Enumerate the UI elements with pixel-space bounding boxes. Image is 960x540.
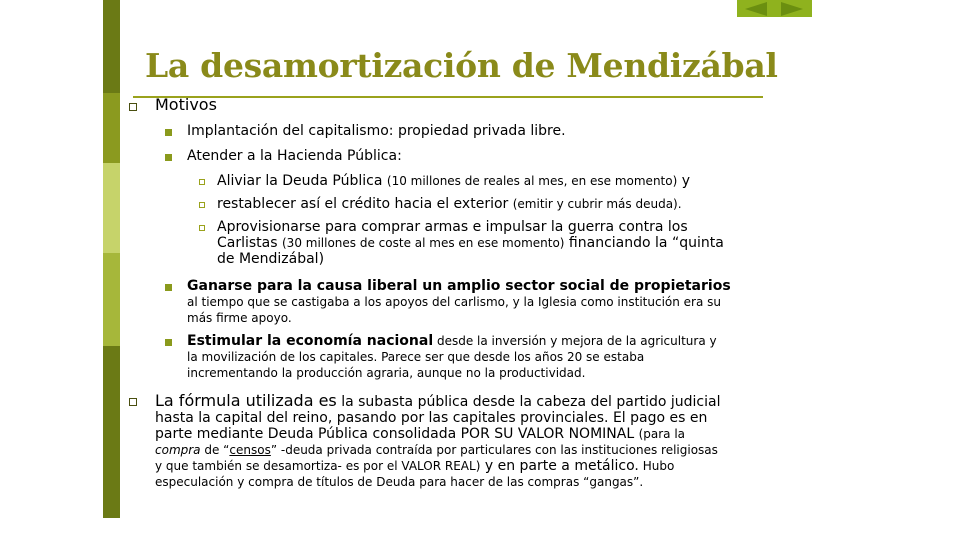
motivo-causa-liberal: Ganarse para la causa liberal un amplio sector social de propietarios al tiempo que se castigaba a los apoyos del carlismo, y la Iglesia como institución era su más firme apoyo. [187, 278, 731, 325]
bullet-square-icon [165, 284, 172, 291]
side-bar-segment [103, 0, 120, 93]
title-underline [133, 96, 763, 98]
bullet-square-icon [129, 398, 137, 406]
slide-title: La desamortización de Mendizábal [145, 46, 778, 85]
motivo-capitalismo: Implantación del capitalismo: propiedad privada libre. [187, 123, 566, 139]
motivo-economia: Estimular la economía nacional desde la inversión y mejora de la agricultura y la movilización de los capitales. Parece ser que desde los años 20 se estaba incrementando la producción agraria, aunque no la productividad. [187, 333, 717, 380]
bullet-square-icon [199, 202, 205, 208]
sub-credito-exterior: restablecer así el crédito hacia el exterior (emitir y cubrir más deuda). [217, 196, 682, 212]
next-slide-icon[interactable] [781, 2, 803, 16]
slide-navigation [737, 0, 812, 17]
sub-guerra-carlistas: Aprovisionarse para comprar armas e impulsar la guerra contra los Carlistas (30 millones de coste al mes en ese momento) financiando la “quinta de Mendizábal) [217, 219, 724, 267]
side-bar-segment [103, 163, 120, 253]
motivo-hacienda: Atender a la Hacienda Pública: [187, 148, 402, 164]
side-bar-segment [103, 93, 120, 163]
bullet-square-icon [199, 225, 205, 231]
side-bar-segment [103, 346, 120, 518]
bullet-square-icon [165, 339, 172, 346]
formula-paragraph: La fórmula utilizada es la subasta pública desde la cabeza del partido judicial hasta la capital del reino, pasando por las capitales provinciales. El pago es en parte mediante Deuda Pública consolidada POR SU VALOR NOMINAL (para la compra de “censos” -deuda privada contraída por particulares con las instituciones religiosas y que también se desamortiza- es por el VALOR REAL) y en parte a metálico. Hubo especulación y compra de títulos de Deuda para hacer de las compras “gangas”. [155, 391, 721, 489]
bullet-square-icon [199, 179, 205, 185]
bullet-square-icon [129, 103, 137, 111]
bullet-square-icon [165, 129, 172, 136]
side-bar-segment [103, 253, 120, 346]
motivos-heading: Motivos [155, 95, 217, 114]
bullet-square-icon [165, 154, 172, 161]
previous-slide-icon[interactable] [745, 2, 767, 16]
sub-deuda-publica: Aliviar la Deuda Pública (10 millones de reales al mes, en ese momento) y [217, 173, 691, 189]
